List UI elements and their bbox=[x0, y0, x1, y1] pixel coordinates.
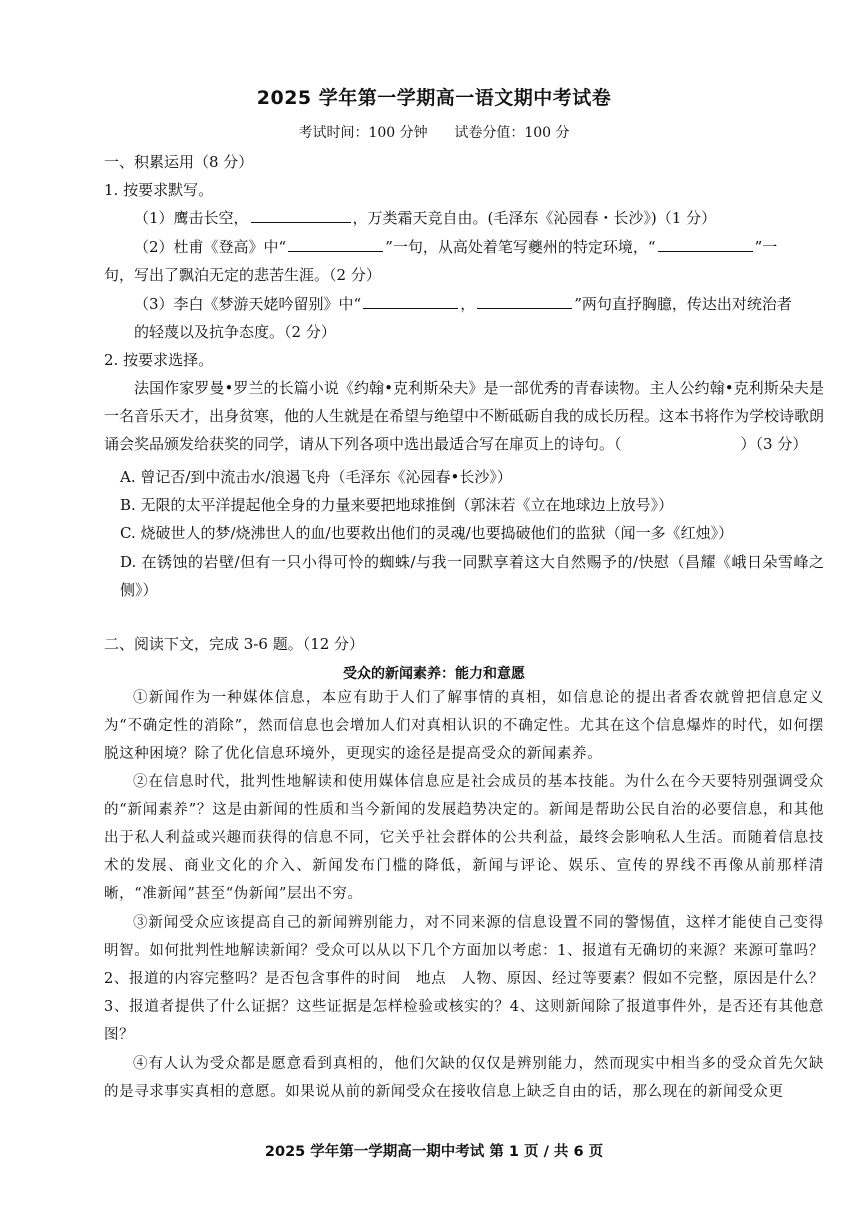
q1-item2-cont: 句，写出了飘泊无定的悲苦生涯。（2 分） bbox=[104, 266, 381, 284]
q1-item1-pre: （1）鹰击长空， bbox=[134, 209, 249, 227]
article-title: 受众的新闻素养：能力和意愿 bbox=[343, 666, 525, 682]
article-paragraph-2: ②在信息时代，批判性地解读和使用媒体信息应是社会成员的基本技能。为什么在今天要特别强调受众的“新闻素养”？这是由新闻的性质和当今新闻的发展趋势决定的。新闻是帮助公民自治的必要信息，和其他出于私人利益或兴趣而获得的信息不同，它关乎社会群体的公共利益，最终会影响私人生活。而随着信息技术的发展、商业文化的介入、新闻发布门槛的降低，新闻与评论、娱乐、宣传的界线不再像从前那样清晰，“准新闻”甚至“伪新闻”层出不穷。 bbox=[104, 774, 824, 902]
q2-passage bbox=[104, 374, 824, 458]
exam-score: 试卷分值：100 分 bbox=[454, 125, 570, 141]
q1-item2-pre: （2）杜甫《登高》中“ bbox=[134, 238, 287, 256]
exam-title: 2025 学年第一学期高一语文期中考试卷 bbox=[256, 87, 612, 109]
q1-item3-mid: ， bbox=[460, 295, 476, 313]
article-paragraph-3: ③新闻受众应该提高自己的新闻辨别能力，对不同来源的信息设置不同的警惕值，这样才能使自己变得明智。如何批判性地解读新闻？受众可以从以下几个方面加以考虑：1、报道有无确切的来源？来源可靠吗？2、报道的内容完整吗？是否包含事件的时间 地点 人物、原因、经过等要素？假如不完整，原因是什么？3、报道者提供了什么证据？这些证据是怎样检验或核实的？4、这则新闻除了报道事件外，是否还有其他意图？ bbox=[104, 915, 824, 1043]
option-c: C. 烧破世人的梦/烧沸世人的血/也要救出他们的灵魂/也要捣破他们的监狱（闻一多《红烛》） bbox=[120, 524, 734, 542]
answer-blank[interactable] bbox=[658, 235, 753, 252]
section1-heading: 一、积累运用（8 分） bbox=[104, 153, 254, 171]
q2-passage-text: 法国作家罗曼•罗兰的长篇小说《约翰•克利斯朵夫》是一部优秀的青春读物。主人公约翰•克利斯朵夫是一名音乐天才，出身贫寒，他的人生就是在希望与绝望中不断砥砺自我的成长历程。这本书将作为学校诗歌朗诵会奖品颁发给获奖的同学，请从下列各项中选出最适合写在扉页上的诗句。（ bbox=[104, 379, 825, 453]
option-d: D. 在锈蚀的岩壁/但有一只小得可怜的蜘蛛/与我一同默享着这大自然赐予的/快慰（昌耀《峨日朵雪峰之侧》） bbox=[120, 553, 824, 599]
answer-blank[interactable] bbox=[477, 292, 572, 309]
q1-item1 bbox=[134, 204, 716, 232]
q1-item3-pre: （3）李白《梦游天姥吟留别》中“ bbox=[134, 295, 362, 313]
q1-item3 bbox=[134, 290, 792, 318]
answer-blank[interactable] bbox=[251, 206, 351, 223]
q2-passage-end: ）（3 分） bbox=[740, 435, 808, 453]
q1-item2 bbox=[134, 233, 777, 261]
q1-label: 1. 按要求默写。 bbox=[104, 181, 214, 199]
article-paragraph-1: ①新闻作为一种媒体信息，本应有助于人们了解事情的真相，如信息论的提出者香农就曾把信息定义为“不确定性的消除”，然而信息也会增加人们对真相认识的不确定性。尤其在这个信息爆炸的时代，如何摆脱这种困境？除了优化信息环境外，更现实的途径是提高受众的新闻素养。 bbox=[104, 690, 824, 762]
q1-item3-end: ”两句直抒胸臆，传达出对统治者 bbox=[574, 295, 792, 313]
answer-slot[interactable] bbox=[624, 433, 739, 449]
q1-item2-end: ”一 bbox=[754, 238, 778, 256]
section2-heading: 二、阅读下文，完成 3-6 题。（12 分） bbox=[104, 635, 365, 653]
answer-blank[interactable] bbox=[288, 235, 383, 252]
option-b: B. 无限的太平洋提起他全身的力量来要把地球推倒（郭沫若《立在地球边上放号》） bbox=[120, 496, 674, 514]
q1-item2-mid: ”一句，从高处着笔写夔州的特定环境，“ bbox=[385, 238, 656, 256]
q1-item3-cont: 的轻蔑以及抗争态度。（2 分） bbox=[134, 323, 336, 341]
exam-info bbox=[0, 122, 868, 142]
q1-item1-post: ，万类霜天竞自由。(毛泽东《沁园春・长沙》)（1 分） bbox=[352, 209, 717, 227]
answer-blank[interactable] bbox=[363, 292, 458, 309]
q2-label: 2. 按要求选择。 bbox=[104, 351, 214, 369]
exam-time: 考试时间：100 分钟 bbox=[298, 125, 428, 141]
option-a: A. 曾记否/到中流击水/浪遏飞舟（毛泽东《沁园春•长沙》） bbox=[120, 468, 512, 486]
page-footer: 2025 学年第一学期高一期中考试 第 1 页 / 共 6 页 bbox=[264, 1144, 604, 1160]
article-paragraph-4: ④有人认为受众都是愿意看到真相的，他们欠缺的仅仅是辨别能力，然而现实中相当多的受众首先欠缺的是寻求事实真相的意愿。如果说从前的新闻受众在接收信息上缺乏自由的话，那么现在的新闻受众更 bbox=[104, 1056, 824, 1100]
